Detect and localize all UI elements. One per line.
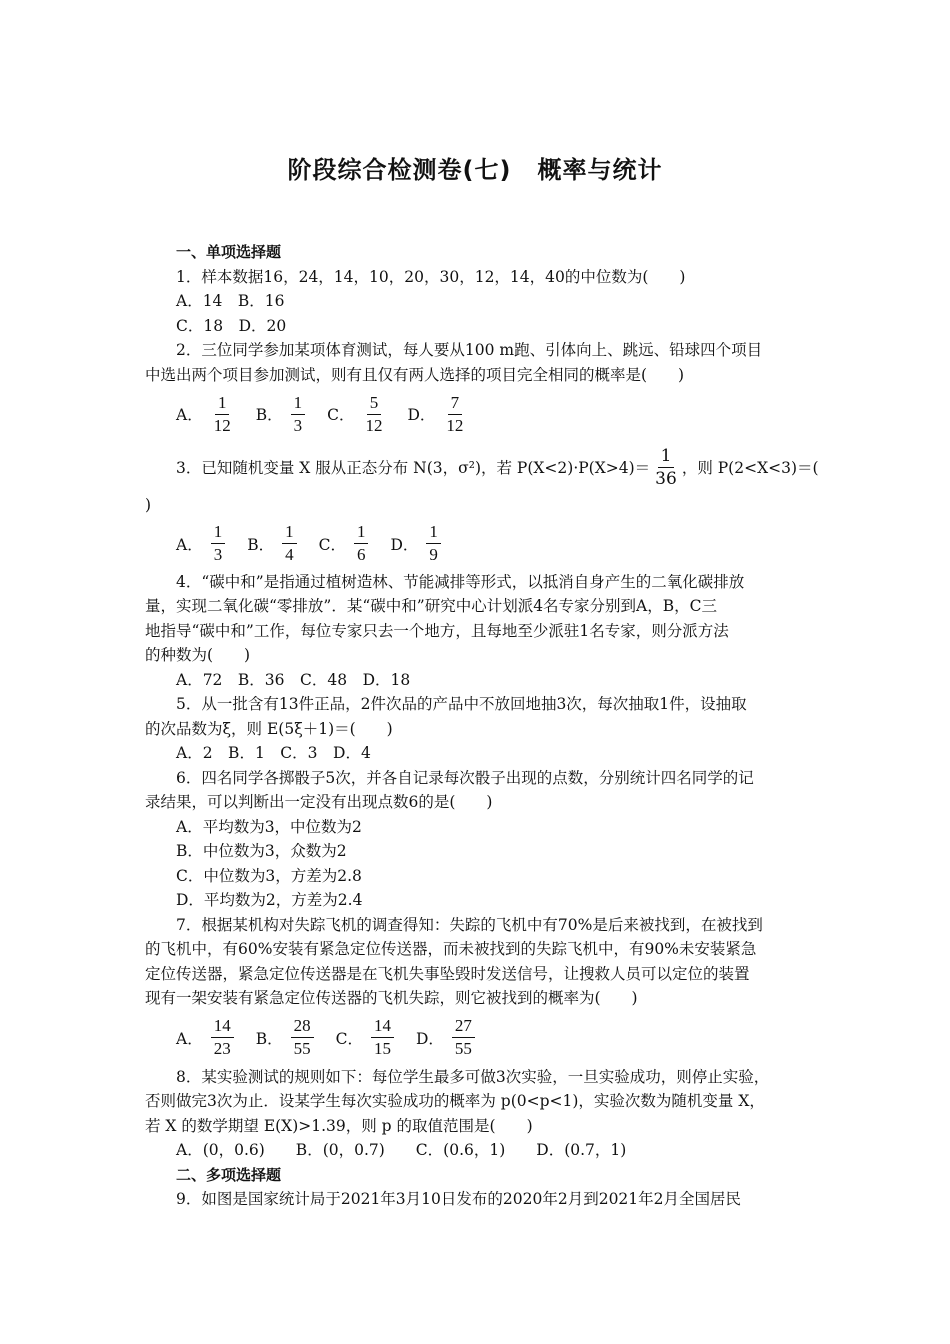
q2-stem-line1: 2．三位同学参加某项体育测试，每人要从100 m跑、引体向上、跳远、铅球四个项目 <box>176 341 763 359</box>
q7-option-a: A． $\frac{14}{23}$ <box>176 1016 234 1059</box>
q6-option-c: C．中位数为3，方差为2.8 <box>176 866 362 885</box>
q2-option-d: D． $\frac{7}{12}$ <box>407 393 466 436</box>
q7-options <box>145 1011 810 1065</box>
q6-option-a: A．平均数为3，中位数为2 <box>176 817 362 836</box>
question-list <box>145 240 819 1212</box>
q3-option-a: A． $\frac{1}{3}$ <box>176 522 225 565</box>
q7-option-d: D． $\frac{27}{55}$ <box>416 1016 475 1059</box>
fraction: $\frac{1}{12}$ <box>213 392 231 435</box>
section-heading-single: 一、单项选择题 <box>176 243 282 261</box>
q2-option-a: A． $\frac{1}{12}$ <box>176 393 234 436</box>
q7-stem-line4: 现有一架安装有紧急定位传送器的飞机失踪，则它被找到的概率为( ) <box>145 989 638 1007</box>
q7-stem-line1: 7．根据某机构对失踪飞机的调查得知：失踪的飞机中有70%是后来被找到，在被找到 <box>176 915 763 934</box>
q2-option-c: C． $\frac{5}{12}$ <box>327 393 385 436</box>
fraction: $\frac{1}{36}$ <box>655 445 677 489</box>
q2-stem-line2: 中选出两个项目参加测试，则有且仅有两人选择的项目完全相同的概率是( ) <box>145 365 685 384</box>
fraction: $\frac{14}{15}$ <box>371 1016 394 1059</box>
q2-option-b: B． $\frac{1}{3}$ <box>256 393 305 436</box>
title-main: 阶段综合检测卷(七) <box>287 156 512 184</box>
fraction: $\frac{1}{4}$ <box>282 522 297 565</box>
fraction: $\frac{5}{12}$ <box>365 392 383 435</box>
q6-option-b: B．中位数为3，众数为2 <box>176 842 347 860</box>
q4-options: A．72 B．36 C．48 D．18 <box>176 670 411 689</box>
q8-stem-line1: 8．某实验测试的规则如下：每位学生最多可做3次实验，一旦实验成功，则停止实验， <box>176 1067 770 1086</box>
q3-option-d: D． $\frac{1}{9}$ <box>390 522 440 565</box>
fraction: $\frac{27}{55}$ <box>452 1016 475 1059</box>
fraction: $\frac{1}{9}$ <box>426 522 441 565</box>
q4-stem-line1: 4．“碳中和”是指通过植树造林、节能减排等形式，以抵消自身产生的二氧化碳排放 <box>176 572 745 591</box>
q3-stem-close: ) <box>145 496 152 514</box>
q3-option-c: C． $\frac{1}{6}$ <box>319 522 369 565</box>
q3-stem: 3．已知随机变量 X 服从正态分布 N(3，σ²)，若 P(X<2)·P(X>4)＝ $\frac{1}{36}$ ，则 P(2<X<3)＝( <box>176 445 819 489</box>
fraction: $\frac{1}{6}$ <box>354 522 369 565</box>
q3-option-b: B． $\frac{1}{4}$ <box>247 522 296 565</box>
q5-options: A．2 B．1 C．3 D．4 <box>176 744 371 762</box>
q3-options <box>145 518 810 570</box>
q6-stem-line1: 6．四名同学各掷骰子5次，并各自记录每次骰子出现的点数，分别统计四名同学的记 <box>176 768 754 787</box>
q5-stem-line2: 的次品数为ξ，则 E(5ξ＋1)＝( ) <box>145 719 393 738</box>
q2-options <box>145 387 810 441</box>
q1-options-cd: C．18 D．20 <box>176 316 287 335</box>
q8-stem-line2: 否则做完3次为止．设某学生每次实验成功的概率为 p(0<p<1)，实验次数为随机变量 X， <box>145 1092 765 1110</box>
q4-stem-line3: 地指导“碳中和”工作，每位专家只去一个地方，且每地至少派驻1名专家，则分派方法 <box>145 621 729 640</box>
section-heading-multiple: 二、多项选择题 <box>176 1165 282 1184</box>
q1-stem: 1．样本数据16，24，14，10，20，30，12，14，40的中位数为( ) <box>176 267 686 286</box>
q8-stem-line3: 若 X 的数学期望 E(X)>1.39，则 p 的取值范围是( ) <box>145 1116 533 1135</box>
q6-option-d: D．平均数为2，方差为2.4 <box>176 891 363 909</box>
fraction: $\frac{7}{12}$ <box>446 392 464 435</box>
q7-option-c: C． $\frac{14}{15}$ <box>336 1016 394 1059</box>
fraction: $\frac{1}{3}$ <box>211 522 226 565</box>
q4-stem-line4: 的种数为( ) <box>145 646 251 664</box>
q8-options: A．(0，0.6) B．(0，0.7) C．(0.6，1) D．(0.7，1) <box>176 1141 627 1159</box>
q5-stem-line1: 5．从一批含有13件正品，2件次品的产品中不放回地抽3次，每次抽取1件，设抽取 <box>176 695 747 713</box>
title-sub: 概率与统计 <box>537 156 663 184</box>
q1-options-ab: A．14 B．16 <box>176 292 285 310</box>
page-title <box>0 150 950 185</box>
q6-stem-line2: 录结果，可以判断出一定没有出现点数6的是( ) <box>145 793 493 811</box>
q4-stem-line2: 量，实现二氧化碳“零排放”．某“碳中和”研究中心计划派4名专家分别到A，B，C三 <box>145 597 718 615</box>
q7-stem-line3: 定位传送器，紧急定位传送器是在飞机失事坠毁时发送信号，让搜救人员可以定位的装置 <box>145 964 750 983</box>
fraction: $\frac{1}{3}$ <box>291 393 306 436</box>
q9-stem-line1: 9．如图是国家统计局于2021年3月10日发布的2020年2月到2021年2月全国居民 <box>176 1190 742 1208</box>
fraction: $\frac{28}{55}$ <box>291 1016 314 1059</box>
q7-stem-line2: 的飞机中，有60%安装有紧急定位传送器，而未被找到的失踪飞机中，有90%未安装紧急 <box>145 940 757 958</box>
q7-option-b: B． $\frac{28}{55}$ <box>256 1016 314 1059</box>
fraction: $\frac{14}{23}$ <box>211 1016 234 1059</box>
